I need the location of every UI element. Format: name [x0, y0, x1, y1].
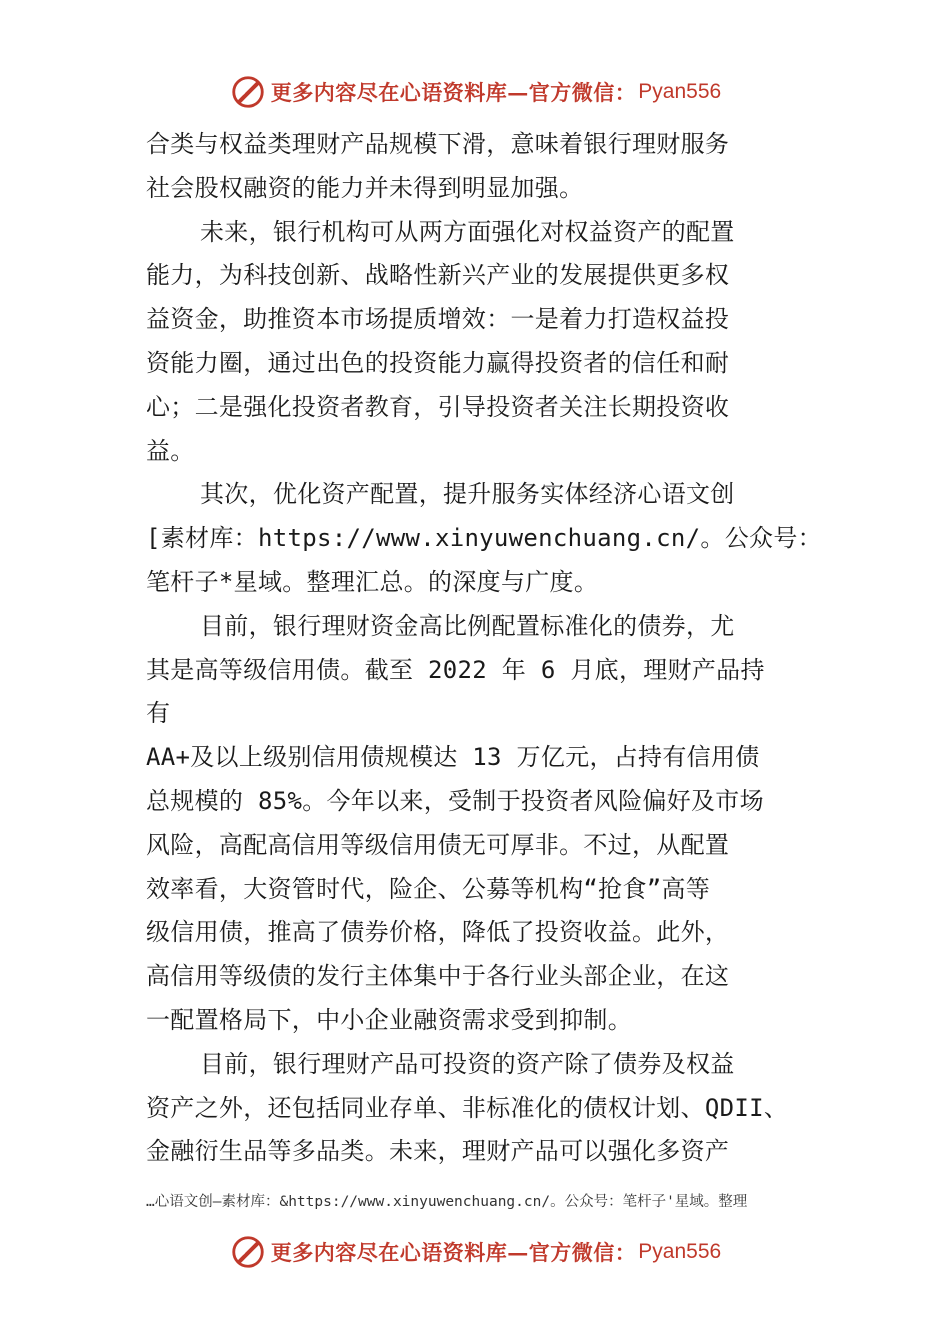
text-line: 能力，为科技创新、战略性新兴产业的发展提供更多权: [146, 261, 730, 290]
text-line: 级信用债，推高了债券价格，降低了投资收益。此外，: [146, 918, 730, 947]
text-line: 资能力圈，通过出色的投资能力赢得投资者的信任和耐: [146, 348, 730, 377]
banner-text: 更多内容尽在心语资料库—官方微信：: [270, 1240, 637, 1265]
banner-text: 更多内容尽在心语资料库—官方微信：: [270, 80, 637, 105]
text-line: 目前，银行理财资金高比例配置标准化的债券，尤: [200, 611, 735, 640]
text-line: 其是高等级信用债。截至 2022 年 6 月底，理财产品持: [146, 655, 765, 684]
footer-banner: [0, 1230, 950, 1274]
header-banner: [0, 70, 950, 114]
text-line: 风险，高配高信用等级信用债无可厚非。不过，从配置: [146, 830, 730, 859]
text-line: 合类与权益类理财产品规模下滑，意味着银行理财服务: [146, 130, 730, 158]
document-body: [146, 123, 822, 1174]
footer-source-note: …心语文创—素材库：&https://www.xinyuwenchuang.cn/。公众号：笔杆子'星域。整理: [146, 1194, 748, 1210]
banner-handle: Pyan556: [638, 80, 722, 103]
text-line: 益。: [146, 436, 195, 465]
text-line: 总规模的 85%。今年以来，受制于投资者风险偏好及市场: [146, 786, 764, 815]
text-line: 资产之外，还包括同业存单、非标准化的债权计划、QDII、: [146, 1093, 789, 1122]
text-line: 有: [146, 699, 171, 728]
text-line: 益资金，助推资本市场提质增效：一是着力打造权益投: [146, 305, 730, 334]
pen-logo-icon: [229, 73, 267, 111]
text-line: 效率看，大资管时代，险企、公募等机构“抢食”高等: [146, 874, 711, 903]
text-line: AA+及以上级别信用债规模达 13 万亿元，占持有信用债: [146, 743, 760, 772]
text-line: 社会股权融资的能力并未得到明显加强。: [146, 173, 584, 202]
banner-handle: Pyan556: [638, 1240, 722, 1263]
text-line: 其次，优化资产配置，提升服务实体经济心语文创: [200, 480, 735, 509]
text-line: [素材库：https://www.xinyuwenchuang.cn/。公众号：: [146, 524, 822, 553]
text-line: 一配置格局下，中小企业融资需求受到抑制。: [146, 1005, 632, 1034]
text-line: 高信用等级债的发行主体集中于各行业头部企业，在这: [146, 962, 730, 991]
text-line: 目前，银行理财产品可投资的资产除了债券及权益: [200, 1049, 735, 1078]
text-line: 笔杆子*星域。整理汇总。的深度与广度。: [146, 567, 599, 596]
text-line: 心；二是强化投资者教育，引导投资者关注长期投资收: [146, 392, 730, 421]
text-line: 金融衍生品等多品类。未来，理财产品可以强化多资产: [146, 1137, 730, 1166]
pen-logo-icon: [229, 1233, 267, 1271]
text-line: 未来，银行机构可从两方面强化对权益资产的配置: [200, 217, 735, 246]
